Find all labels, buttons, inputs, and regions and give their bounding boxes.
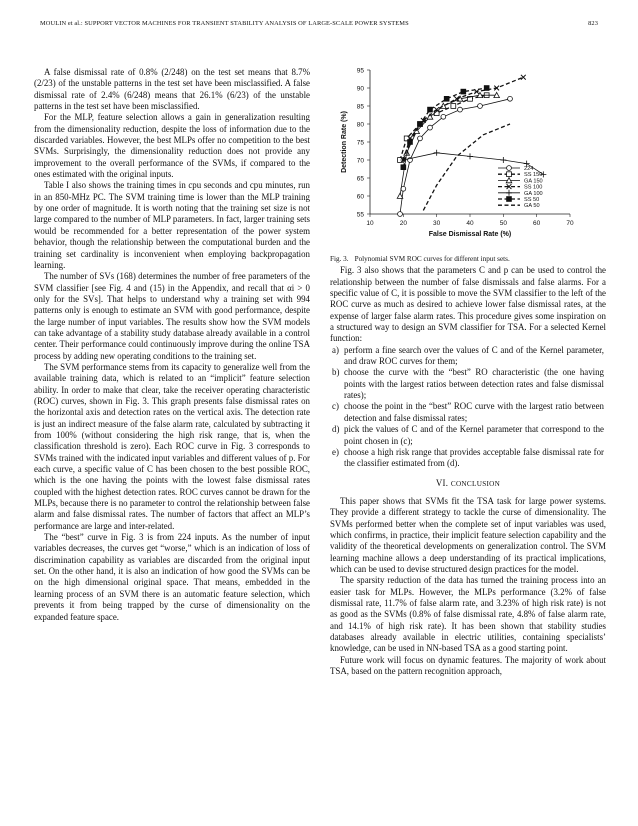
y-tick-label: 80 (356, 121, 364, 129)
data-point (507, 172, 512, 177)
data-point (500, 157, 506, 163)
list-marker: a) (332, 344, 339, 355)
figure-caption (330, 254, 606, 265)
data-point (484, 86, 489, 91)
section-heading (330, 478, 606, 490)
data-point (418, 122, 423, 127)
x-tick-label: 60 (533, 220, 541, 227)
y-tick-label: 55 (356, 211, 364, 219)
body-paragraph: Future work will focus on dynamic features. The majority of work about TSA, based on the pattern recognition approach, (330, 654, 606, 677)
list-item (330, 367, 606, 401)
legend (498, 166, 543, 210)
data-point (458, 107, 463, 112)
body-paragraph: The SVM performance stems from its capacity to generalize well from the available training data, which is related to an “implicit” feature selection ability. In order to make that clear, take the receiver operating characteristic (ROC) curves, shown in Fig. 3. This graph presents false dismissal rates on the horizontal axis and detection rates on the vertical axis. The detection rate is just an indirect measure of the false alarm rate, calculated by subtracting it from 100% (without considering the high risk range, that is, when the classification threshold is zero). Each ROC curve in Fig. 3 corresponds to SVMs trained with the indicated input variables and different values of p. For each curve, a specific value of C has been chosen to the best possible ROC, which is the one having the points with the lowest false dismissal rates coupled with the highest detection rates. ROC curves cannot be drawn for the MLPs, because there is no parameter to control the relationship between false alarm and false dismissal rates. The number of factors that affect an MLP’s performance are large and inter-related. (34, 361, 310, 531)
y-tick-label: 85 (356, 103, 364, 111)
data-point (507, 166, 512, 171)
x-axis-label: False Dismissal Rate (%) (428, 231, 512, 238)
body-paragraph: A false dismissal rate of 0.8% (2/248) on the test set means that 8.7% (2/23) of the unstable patterns in the test set have been misclassified. A false dismissal rate of 2.4% (6/248) means that 26.1% (6/23) of the unstable patterns in the test set have been misclassified. (34, 67, 310, 112)
x-tick-label: 40 (466, 220, 474, 227)
data-point (521, 75, 526, 80)
y-tick-label: 70 (356, 157, 364, 165)
list-marker: b) (332, 367, 340, 378)
data-point (467, 153, 473, 159)
running-head-title: MOULIN et al.: SUPPORT VECTOR MACHINES FOR TRANSIENT STABILITY ANALYSIS OF LARGE-SCALE POWER SYSTEMS (40, 20, 409, 27)
data-point (397, 193, 403, 198)
data-point (428, 107, 433, 112)
body-paragraph: The sparsity reduction of the data has turned the training process into an easier task for MLPs. However, the MLPs performance (3.2% of false dismissal rate, 11.7% of false alarm rate, and 3.23% of high risk rate) is not as good as the SVMs (0.8% of false dismissal rate, 4.8% of false alarm rate, and 14.1% of high risk rate). It has been shown that stability studies databases already available in electric utilities, containing specialists’ knowledge, can be used in NN-based TSA as a good starting point. (330, 575, 606, 654)
list-item-text: choose a high risk range that provides acceptable false dismissal rate for the classifier estimated from (d). (344, 446, 604, 469)
body-paragraph: Table I also shows the training times in cpu seconds and cpu minutes, run in an 850-MHz PC. The SVM training time is lower than the MLP training by one order of magnitude. It is worth noting that the training set size is not large compared to the number of MLP parameters. In fact, larger training sets would be recommended for a better representation of the power system behavior, though the relationship between the computational burden and the training set cardinality is inconvenient when employing backpropagation learning. (34, 180, 310, 270)
y-tick-label: 60 (356, 193, 364, 201)
series-line (403, 153, 543, 175)
y-tick-label: 65 (356, 175, 364, 183)
data-point (418, 136, 423, 141)
right-column (330, 64, 606, 677)
data-point (434, 150, 440, 156)
data-point (441, 114, 446, 119)
data-point (451, 104, 456, 109)
series-ga-50 (423, 124, 510, 210)
data-point (401, 165, 406, 170)
figure-caption-label: Fig. 3. (330, 255, 349, 263)
data-point (478, 104, 483, 109)
list-item (330, 345, 606, 368)
body-paragraph: For the MLP, feature selection allows a gain in generalization resulting from the dimensionality reduction, despite the loss of information due to the discarded variables. However, the best MLPs offer no competition to the best SVMs. Surprisingly, the dimensionality reduction does not provide any improvement to the overall performance of the SVMs, if compared to the ones estimated with the original inputs. (34, 112, 310, 180)
data-point (428, 125, 433, 130)
legend-label: SS 100 (524, 184, 543, 191)
x-tick-label: 50 (499, 220, 507, 227)
data-point (408, 140, 413, 145)
data-point (398, 212, 403, 217)
data-point (461, 89, 466, 94)
x-tick-label: 20 (399, 220, 407, 227)
series-224 (398, 96, 513, 216)
body-paragraph: The number of SVs (168) determines the number of free parameters of the SVM classifier [see Fig. 4 and (15) in the Appendix, and recall that αi > 0 only for the SVs]. That helps to understand why a training set with 994 patterns only is enough to estimate an SVM with good performance, despite the large number of input variables. The results show how the SVM models can take advantage of a stability study database already available in a control center. Their performance could continuously improve during the online TSA process by adding new operating conditions to the training set. (34, 271, 310, 361)
legend-label: SS 50 (524, 197, 540, 203)
list-marker: d) (332, 424, 340, 435)
list-item (330, 447, 606, 470)
body-paragraph: Fig. 3 also shows that the parameters C and p can be used to control the relationship between the number of false dismissals and false alarms. For a specific value of C, it is possible to move the SVM classifier to the left of the ROC curve as much as desired to achieve lower false dismissal rates, at the expense of larger false alarm rates. This procedure gives some inspiration on a structured way to design an SVM classifier for TSA. For a selected Kernel function: (330, 265, 606, 344)
list-item (330, 401, 606, 424)
y-tick-label: 95 (356, 67, 364, 75)
series-line (400, 99, 510, 214)
data-point (444, 96, 449, 101)
list-marker: c) (332, 401, 339, 412)
series-ss-100 (401, 75, 526, 163)
list-marker: e) (332, 446, 339, 457)
legend-label: 224 (524, 166, 534, 172)
x-tick-label: 30 (433, 220, 441, 227)
legend-label: GA 150 (524, 178, 543, 185)
body-paragraph: This paper shows that SVMs fit the TSA task for large power systems. They provide a different strategy to tackle the curse of dimensionality. The SVMs performed better when the complete set of input variables was used, which confirms, in practice, their implicit feature selection capability and the validity of the theoretical developments on generalization control. The SVM learning machine allows a deep understanding of its practical implications, which can be used to devise structured design practices for the model. (330, 495, 606, 574)
section-number: VI. (435, 477, 449, 488)
figure-caption-text: Polynomial SVM ROC curves for different input sets. (354, 255, 510, 263)
y-axis-label: Detection Rate (%) (341, 111, 348, 173)
data-point (508, 96, 513, 101)
data-point (506, 190, 512, 196)
list-item-text: choose the curve with the “best” RO characteristic (the one having points with the largest ratios between detection rates and false dismissal rates); (344, 367, 604, 401)
legend-label: SS 150 (524, 172, 543, 179)
list-item-text: perform a fine search over the values of C and of the Kernel parameter, and draw ROC curves for them; (344, 344, 604, 367)
procedure-list (330, 345, 606, 470)
x-tick-label: 70 (566, 220, 574, 227)
list-item-text: choose the point in the “best” ROC curve with the largest ratio between detection and false dismissal rates; (344, 401, 604, 423)
y-tick-label: 75 (356, 139, 364, 147)
x-tick-label: 10 (366, 220, 374, 227)
series-line (400, 95, 497, 196)
list-item (330, 424, 606, 447)
page-number: 823 (588, 20, 598, 27)
series-line (423, 124, 510, 210)
y-tick-label: 90 (356, 85, 364, 93)
section-title: CONCLUSION (450, 479, 501, 488)
left-column (34, 67, 310, 623)
body-paragraph: The “best” curve in Fig. 3 is from 224 inputs. As the number of input variables decreases, the curves get “worse,” which is an indication of loss of discrimination capability as variables are discarded from the original input set. On the other hand, it is also an indication of how good the SVMs can be on the high dimensional original space. That means, embedded in the learning process of an SVM there is an automatic feature selection, which prevents it from being trapped by the curse of dimensionality on the expanded feature space. (34, 532, 310, 622)
legend-label: GA 50 (524, 203, 540, 210)
data-point (507, 197, 512, 202)
roc-chart (330, 64, 606, 244)
list-item-text: pick the values of C and of the Kernel parameter that correspond to the point chosen in (c); (344, 424, 604, 446)
running-header (40, 20, 598, 32)
legend-label: GA 100 (524, 190, 543, 197)
